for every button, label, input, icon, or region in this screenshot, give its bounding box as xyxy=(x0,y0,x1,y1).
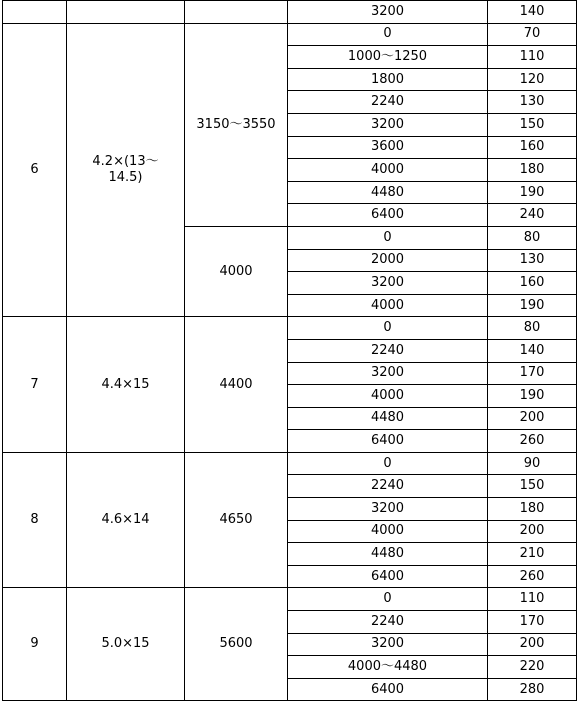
value-cell: 110 xyxy=(488,588,577,611)
no-cell: 7 xyxy=(3,317,67,453)
speed-cell: 1800 xyxy=(288,68,488,91)
value-cell: 150 xyxy=(488,475,577,498)
speed-cell: 3200 xyxy=(288,362,488,385)
value-cell: 140 xyxy=(488,1,577,24)
value-cell: 80 xyxy=(488,317,577,340)
speed-cell: 3200 xyxy=(288,1,488,24)
value-cell: 130 xyxy=(488,249,577,272)
speed-cell: 3600 xyxy=(288,136,488,159)
value-cell: 180 xyxy=(488,159,577,182)
size-cell: 4.6×14 xyxy=(67,452,185,588)
speed-cell: 6400 xyxy=(288,430,488,453)
speed-cell: 0 xyxy=(288,317,488,340)
table-row xyxy=(3,317,577,340)
table-body xyxy=(3,1,577,701)
value-cell: 150 xyxy=(488,113,577,136)
speed-cell: 0 xyxy=(288,452,488,475)
value-cell: 90 xyxy=(488,452,577,475)
speed-cell: 6400 xyxy=(288,565,488,588)
value-cell: 200 xyxy=(488,407,577,430)
speed-cell: 0 xyxy=(288,588,488,611)
speed-cell: 4000～4480 xyxy=(288,656,488,679)
speed-cell: 2240 xyxy=(288,339,488,362)
no-cell: 6 xyxy=(3,23,67,317)
value-cell: 140 xyxy=(488,339,577,362)
length-cell xyxy=(185,1,288,24)
table-row xyxy=(3,1,577,24)
value-cell: 170 xyxy=(488,362,577,385)
speed-cell: 3200 xyxy=(288,498,488,521)
value-cell: 260 xyxy=(488,430,577,453)
no-cell xyxy=(3,1,67,24)
value-cell: 120 xyxy=(488,68,577,91)
value-cell: 190 xyxy=(488,385,577,408)
length-cell: 4000 xyxy=(185,226,288,316)
value-cell: 190 xyxy=(488,294,577,317)
speed-cell: 4000 xyxy=(288,520,488,543)
speed-cell: 6400 xyxy=(288,204,488,227)
speed-cell: 2240 xyxy=(288,91,488,114)
value-cell: 180 xyxy=(488,498,577,521)
speed-cell: 4000 xyxy=(288,294,488,317)
speed-cell: 2240 xyxy=(288,475,488,498)
size-cell: 5.0×15 xyxy=(67,588,185,701)
speed-cell: 2000 xyxy=(288,249,488,272)
value-cell: 200 xyxy=(488,520,577,543)
table-row xyxy=(3,588,577,611)
value-cell: 280 xyxy=(488,678,577,701)
speed-cell: 2240 xyxy=(288,611,488,634)
value-cell: 170 xyxy=(488,611,577,634)
size-cell xyxy=(67,1,185,24)
speed-cell: 3200 xyxy=(288,113,488,136)
value-cell: 160 xyxy=(488,272,577,295)
length-cell: 4400 xyxy=(185,317,288,453)
speed-cell: 4000 xyxy=(288,385,488,408)
value-cell: 260 xyxy=(488,565,577,588)
speed-cell: 4000 xyxy=(288,159,488,182)
table-row xyxy=(3,452,577,475)
value-cell: 210 xyxy=(488,543,577,566)
size-cell: 4.4×15 xyxy=(67,317,185,453)
size-cell: 4.2×(13～14.5) xyxy=(67,23,185,317)
value-cell: 190 xyxy=(488,181,577,204)
value-cell: 200 xyxy=(488,633,577,656)
value-cell: 110 xyxy=(488,46,577,69)
speed-cell: 0 xyxy=(288,226,488,249)
speed-cell: 4480 xyxy=(288,407,488,430)
value-cell: 240 xyxy=(488,204,577,227)
no-cell: 9 xyxy=(3,588,67,701)
value-cell: 130 xyxy=(488,91,577,114)
speed-cell: 1000～1250 xyxy=(288,46,488,69)
value-cell: 70 xyxy=(488,23,577,46)
length-cell: 4650 xyxy=(185,452,288,588)
table-row xyxy=(3,23,577,46)
value-cell: 80 xyxy=(488,226,577,249)
speed-cell: 4480 xyxy=(288,543,488,566)
speed-cell: 3200 xyxy=(288,272,488,295)
data-table xyxy=(2,0,577,701)
speed-cell: 3200 xyxy=(288,633,488,656)
speed-cell: 4480 xyxy=(288,181,488,204)
no-cell: 8 xyxy=(3,452,67,588)
length-cell: 5600 xyxy=(185,588,288,701)
speed-cell: 0 xyxy=(288,23,488,46)
length-cell: 3150～3550 xyxy=(185,23,288,226)
speed-cell: 6400 xyxy=(288,678,488,701)
value-cell: 220 xyxy=(488,656,577,679)
value-cell: 160 xyxy=(488,136,577,159)
